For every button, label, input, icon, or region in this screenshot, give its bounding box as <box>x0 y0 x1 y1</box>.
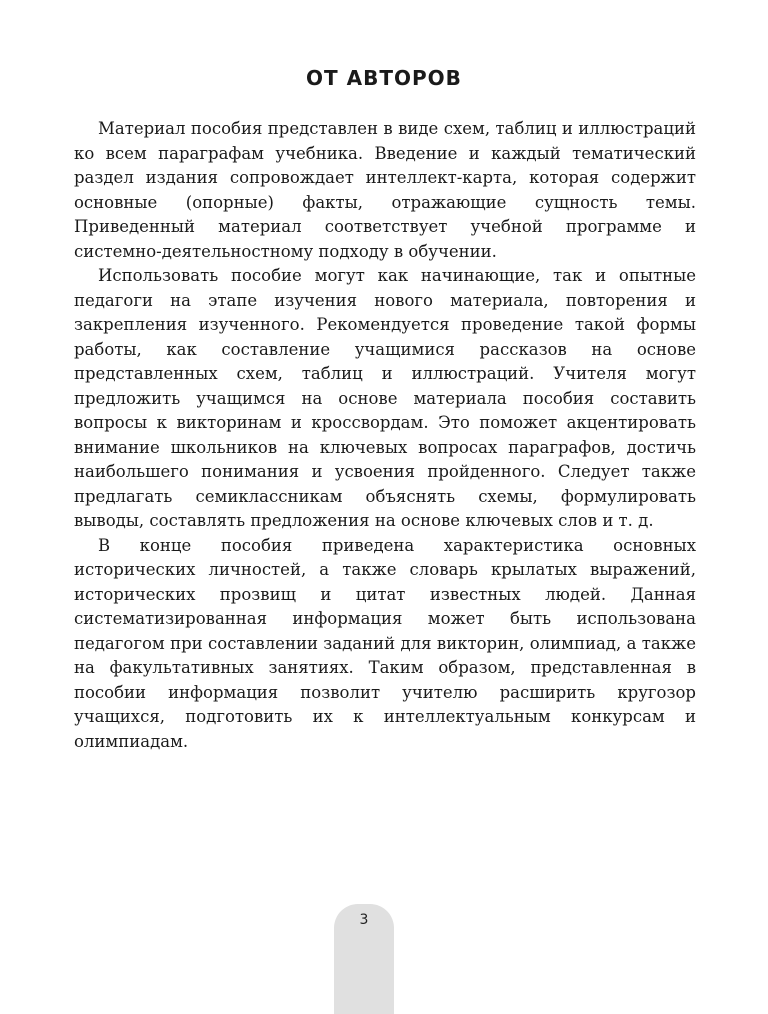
paragraph-intro: Материал пособия представлен в виде схем, таблиц и иллюстраций ко всем параграфам учебника. Введение и каждый тематический раздел издания сопровождает интеллект-карта, которая содержит основные (опорные) факты, отражающие сущность темы. Приведенный материал соответствует учебной программе и системно-деятельностному подходу в обучении. <box>74 119 696 261</box>
paragraph-usage: Использовать пособие могут как начинающие, так и опытные педагоги на этапе изучения нового материала, повторения и закрепления изученного. Рекомендуется проведение такой формы работы, как составление учащимися рассказов на основе представленных схем, таблиц и иллюстраций. Учителя могут предложить учащимся на основе материала пособия составить вопросы к викторинам и кроссвордам. Это поможет акцентировать внимание школьников на ключевых вопросах параграфов, достичь наибольшего понимания и усвоения пройденного. Следует также предлагать семиклассникам объяснять схемы, формулировать выводы, составлять предложения на основе ключевых слов и т. д. <box>74 266 696 530</box>
paragraph-appendix: В конце пособия приведена характеристика основных исторических личностей, а также словарь крылатых выражений, исторических прозвищ и цитат известных людей. Данная систематизированная информация может быть использована педагогом при составлении заданий для викторин, олимпиад, а также на факультативных занятиях. Таким образом, представленная в пособии информация позволит учителю расширить кругозор учащихся, подготовить их к интеллектуальным конкурсам и олимпиадам. <box>74 535 696 751</box>
page-number: 3 <box>359 912 369 928</box>
body-text <box>74 117 696 754</box>
page-title: ОТ АВТОРОВ <box>306 66 462 90</box>
page-number-tab <box>334 904 394 1014</box>
